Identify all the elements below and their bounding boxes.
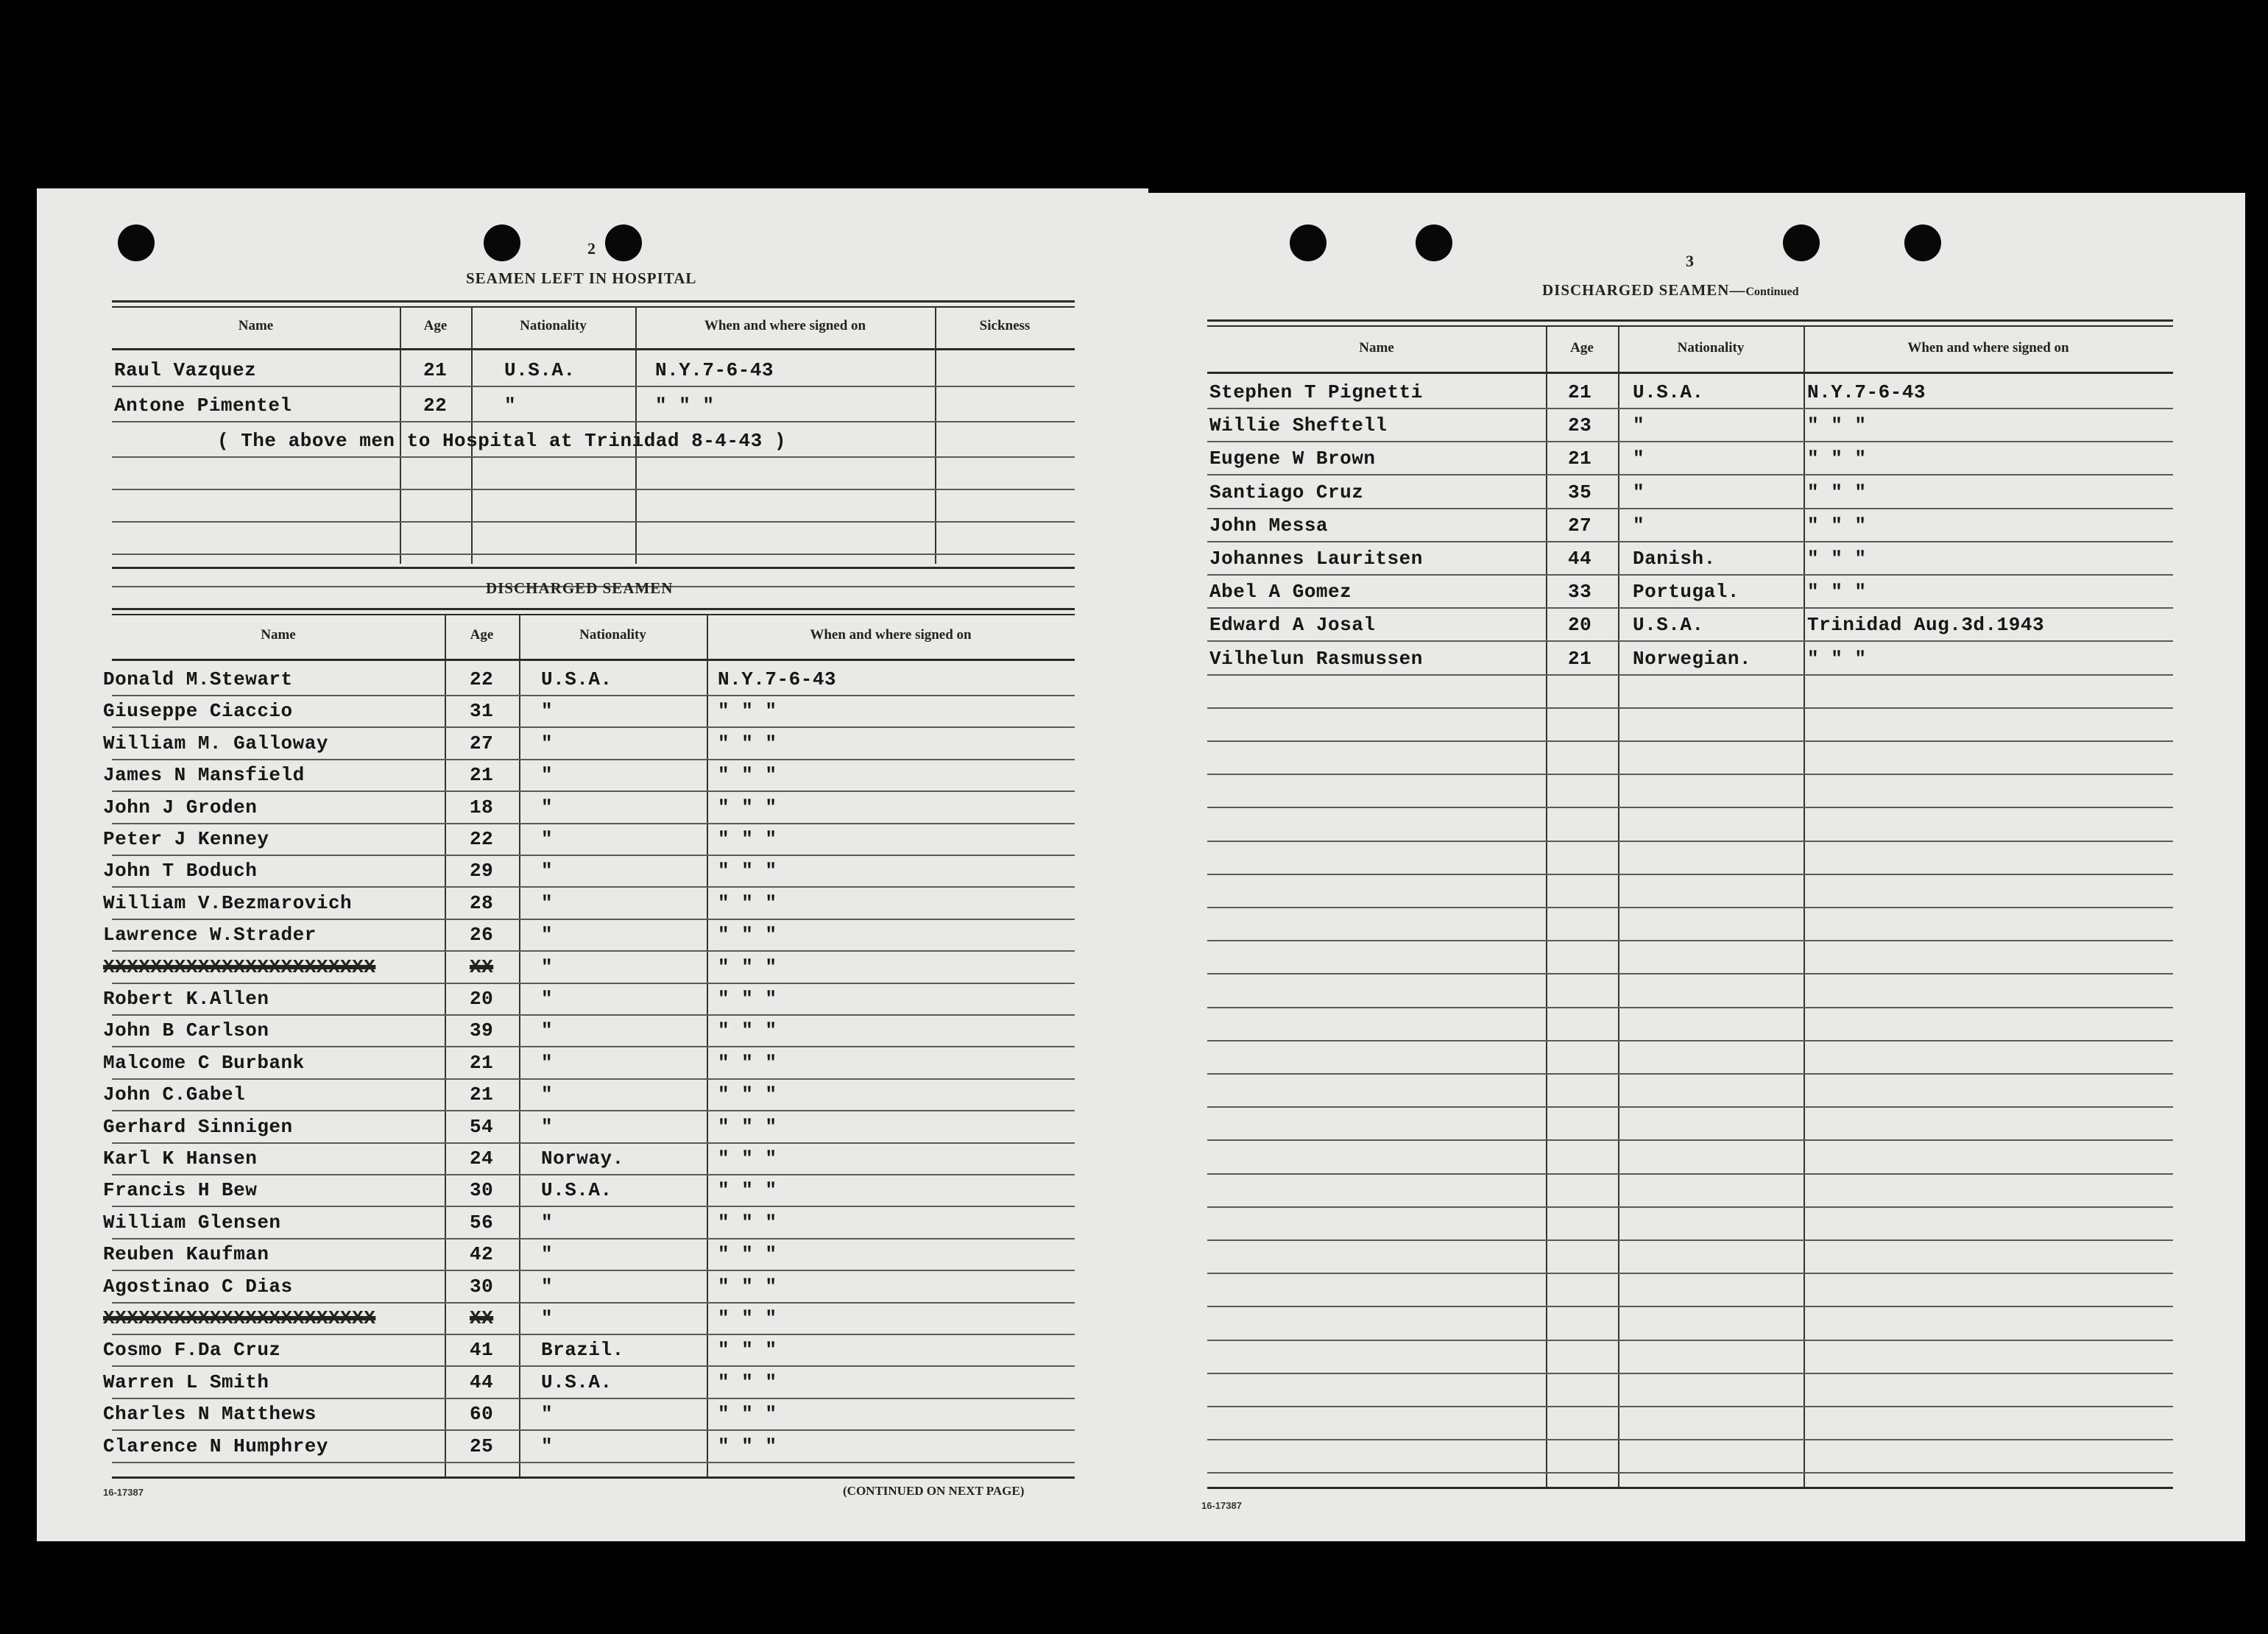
seaman-age: 30: [470, 1179, 494, 1202]
seaman-age: 21: [470, 1083, 494, 1106]
row-rule: [112, 1142, 1075, 1144]
row-rule: [112, 855, 1075, 856]
seaman-nationality: ": [504, 395, 517, 417]
row-rule: [1207, 807, 2173, 808]
seaman-name: Agostinao C Dias: [103, 1275, 293, 1298]
row-rule: [112, 1206, 1075, 1207]
seaman-name: Warren L Smith: [103, 1370, 269, 1393]
seaman-age: 21: [1568, 647, 1592, 670]
seaman-nationality: ": [1633, 514, 1645, 537]
seaman-age: 20: [1568, 614, 1592, 637]
table-top-rule: [112, 608, 1075, 610]
table-bottom-rule: [112, 567, 1075, 569]
row-rule: [112, 791, 1075, 792]
row-rule: [1207, 874, 2173, 875]
signed-on: " " ": [718, 955, 777, 978]
seaman-nationality: ": [541, 1019, 554, 1042]
seaman-nationality: ": [541, 860, 554, 883]
column-divider: [1618, 325, 1619, 1487]
seaman-age: 21: [470, 1051, 494, 1074]
seaman-nationality: ": [541, 924, 554, 947]
signed-on: N.Y.7-6-43: [718, 668, 837, 690]
signed-on: " " ": [718, 860, 777, 883]
header-rule: [1207, 372, 2173, 374]
column-divider: [1546, 325, 1547, 1487]
column-header: When and where signed on: [810, 627, 972, 643]
column-header: When and where signed on: [1907, 340, 2069, 356]
row-rule: [1207, 973, 2173, 975]
signed-on: " " ": [1807, 548, 1867, 570]
row-rule: [112, 521, 1075, 523]
section-title-discharged: DISCHARGED SEAMEN: [486, 579, 674, 597]
row-rule: [1207, 841, 2173, 842]
row-rule: [1207, 1139, 2173, 1141]
row-rule: [1207, 1439, 2173, 1440]
seaman-name: Donald M.Stewart: [103, 668, 293, 690]
signed-on: " " ": [718, 1275, 777, 1298]
signed-on: " " ": [718, 1403, 777, 1426]
seaman-nationality: Brazil.: [541, 1339, 624, 1362]
seaman-name: Clarence N Humphrey: [103, 1435, 328, 1457]
seaman-age: 18: [470, 796, 494, 818]
seaman-age: 26: [470, 924, 494, 947]
seaman-name: Giuseppe Ciaccio: [103, 700, 293, 723]
row-rule: [112, 386, 1075, 387]
seaman-nationality: ": [541, 700, 554, 723]
signed-on: " " ": [718, 1307, 777, 1329]
seaman-name: Stephen T Pignetti: [1209, 381, 1423, 403]
signed-on: " " ": [718, 924, 777, 947]
punch-hole: [1904, 224, 1941, 261]
seaman-name: John C.Gabel: [103, 1083, 246, 1106]
column-divider: [935, 306, 936, 564]
row-rule: [112, 919, 1075, 920]
punch-hole: [1416, 224, 1452, 261]
row-rule: [1207, 474, 2173, 475]
seaman-nationality: U.S.A.: [541, 1370, 612, 1393]
seaman-age: 22: [470, 828, 494, 850]
seaman-name: John Messa: [1209, 514, 1329, 537]
column-divider: [707, 614, 708, 1476]
signed-on: N.Y.7-6-43: [655, 359, 774, 381]
column-header: Sickness: [979, 318, 1031, 333]
form-number: 16-17387: [1201, 1500, 1242, 1511]
row-rule: [1207, 1106, 2173, 1108]
column-header: Nationality: [1677, 340, 1745, 356]
table-top-rule: [112, 306, 1075, 308]
hospital-note: ( The above men to Hospital at Trinidad 8-4-43 ): [217, 430, 786, 452]
row-rule: [1207, 574, 2173, 576]
column-header: Nationality: [579, 627, 646, 643]
table-top-rule: [1207, 319, 2173, 322]
column-divider: [1804, 325, 1805, 1487]
seaman-nationality: U.S.A.: [504, 359, 576, 381]
row-rule: [1207, 1340, 2173, 1341]
seaman-nationality: ": [541, 796, 554, 818]
seaman-age: 56: [470, 1211, 494, 1234]
row-rule: [1207, 1472, 2173, 1474]
seaman-age: XX: [470, 955, 494, 978]
row-rule: [1207, 940, 2173, 941]
row-rule: [112, 456, 1075, 458]
signed-on: N.Y.7-6-43: [1807, 381, 1926, 403]
seaman-age: 21: [1568, 448, 1592, 470]
seaman-name: William M. Galloway: [103, 732, 328, 754]
seaman-name: Edward A Josal: [1209, 614, 1376, 637]
seaman-name: John B Carlson: [103, 1019, 269, 1042]
punch-hole: [484, 224, 520, 261]
title-dash: —: [1729, 281, 1746, 299]
row-rule: [1207, 1007, 2173, 1008]
signed-on: " " ": [718, 1370, 777, 1393]
seaman-age: 35: [1568, 481, 1592, 503]
seaman-nationality: ": [541, 955, 554, 978]
title-suffix: Continued: [1745, 286, 1799, 298]
column-header: Nationality: [520, 318, 587, 333]
seaman-name: Francis H Bew: [103, 1179, 258, 1202]
continued-note: (CONTINUED ON NEXT PAGE): [843, 1484, 1025, 1498]
seaman-name: Malcome C Burbank: [103, 1051, 305, 1074]
row-rule: [1207, 408, 2173, 409]
signed-on: " " ": [718, 764, 777, 787]
seaman-age: 41: [470, 1339, 494, 1362]
seaman-nationality: Danish.: [1633, 548, 1716, 570]
seaman-age: 42: [470, 1243, 494, 1266]
row-rule: [112, 1365, 1075, 1367]
row-rule: [112, 553, 1075, 555]
seaman-age: 20: [470, 988, 494, 1010]
column-header: Name: [238, 318, 274, 333]
punch-hole: [605, 224, 642, 261]
seaman-nationality: ": [1633, 448, 1645, 470]
seaman-nationality: ": [541, 1275, 554, 1298]
seaman-nationality: U.S.A.: [541, 1179, 612, 1202]
signed-on: " " ": [718, 1115, 777, 1138]
seaman-nationality: ": [541, 1211, 554, 1234]
row-rule: [112, 823, 1075, 824]
seaman-age: 60: [470, 1403, 494, 1426]
seaman-name: Abel A Gomez: [1209, 581, 1352, 604]
seaman-nationality: ": [541, 1403, 554, 1426]
seaman-nationality: ": [541, 1083, 554, 1106]
seaman-age: 21: [423, 359, 448, 381]
signed-on: " " ": [718, 796, 777, 818]
signed-on: " " ": [718, 1211, 777, 1234]
header-rule: [112, 348, 1075, 350]
table-top-rule: [112, 300, 1075, 303]
row-rule: [1207, 1073, 2173, 1075]
row-rule: [1207, 1206, 2173, 1208]
seaman-nationality: U.S.A.: [1633, 381, 1704, 403]
column-header: Name: [261, 627, 296, 643]
row-rule: [1207, 1306, 2173, 1307]
row-rule: [112, 1110, 1075, 1111]
row-rule: [1207, 1040, 2173, 1041]
seaman-nationality: ": [541, 732, 554, 754]
signed-on: " " ": [718, 1083, 777, 1106]
row-rule: [112, 489, 1075, 490]
row-rule: [1207, 640, 2173, 642]
row-rule: [112, 421, 1075, 422]
row-rule: [1207, 508, 2173, 509]
seaman-age: 22: [423, 395, 448, 417]
seaman-age: 21: [1568, 381, 1592, 403]
seaman-nationality: ": [541, 1243, 554, 1266]
seaman-age: 44: [1568, 548, 1592, 570]
row-rule: [1207, 441, 2173, 442]
row-rule: [112, 1238, 1075, 1239]
seaman-name: Willie Sheftell: [1209, 414, 1388, 437]
seaman-nationality: ": [541, 1115, 554, 1138]
seaman-name: John J Groden: [103, 796, 258, 818]
seaman-age: 21: [470, 764, 494, 787]
seaman-nationality: ": [1633, 414, 1645, 437]
row-rule: [1207, 1239, 2173, 1241]
seaman-name: Cosmo F.Da Cruz: [103, 1339, 281, 1362]
seaman-name: Peter J Kenney: [103, 828, 269, 850]
seaman-name: Eugene W Brown: [1209, 448, 1376, 470]
row-rule: [112, 1078, 1075, 1080]
signed-on: " " ": [1807, 647, 1867, 670]
signed-on: " " ": [718, 828, 777, 850]
row-rule: [112, 1429, 1075, 1431]
seaman-name: Karl K Hansen: [103, 1147, 258, 1170]
signed-on: " " ": [655, 395, 715, 417]
seaman-nationality: Norwegian.: [1633, 647, 1752, 670]
seaman-age: 54: [470, 1115, 494, 1138]
seaman-age: 31: [470, 700, 494, 723]
row-rule: [112, 695, 1075, 696]
title-text: DISCHARGED SEAMEN: [1542, 281, 1730, 299]
seaman-nationality: ": [541, 764, 554, 787]
seaman-nationality: U.S.A.: [541, 668, 612, 690]
signed-on: " " ": [718, 1179, 777, 1202]
seaman-name: Reuben Kaufman: [103, 1243, 269, 1266]
row-rule: [112, 759, 1075, 760]
seaman-name: XXXXXXXXXXXXXXXXXXXXXXX: [103, 955, 376, 978]
row-rule: [1207, 607, 2173, 609]
seaman-age: 27: [470, 732, 494, 754]
seaman-name: William V.Bezmarovich: [103, 891, 353, 914]
seaman-name: Charles N Matthews: [103, 1403, 317, 1426]
seaman-age: XX: [470, 1307, 494, 1329]
table-bottom-rule: [112, 1476, 1075, 1479]
page-number: 3: [1686, 252, 1694, 270]
seaman-nationality: ": [541, 1435, 554, 1457]
column-header: Age: [1570, 340, 1594, 356]
signed-on: " " ": [1807, 581, 1867, 604]
row-rule: [1207, 1173, 2173, 1175]
seaman-name: Antone Pimentel: [114, 395, 292, 417]
signed-on: Trinidad Aug.3d.1943: [1807, 614, 2045, 637]
row-rule: [112, 1270, 1075, 1271]
seaman-name: Lawrence W.Strader: [103, 924, 317, 947]
seaman-age: 27: [1568, 514, 1592, 537]
seaman-age: 23: [1568, 414, 1592, 437]
seaman-nationality: ": [541, 1307, 554, 1329]
seaman-age: 29: [470, 860, 494, 883]
column-header: Age: [470, 627, 494, 643]
signed-on: " " ": [718, 1435, 777, 1457]
row-rule: [1207, 1273, 2173, 1274]
seaman-name: Robert K.Allen: [103, 988, 269, 1010]
punch-hole: [118, 224, 155, 261]
signed-on: " " ": [718, 1339, 777, 1362]
seaman-age: 22: [470, 668, 494, 690]
section-title-hospital: SEAMEN LEFT IN HOSPITAL: [466, 269, 697, 287]
seaman-nationality: U.S.A.: [1633, 614, 1704, 637]
row-rule: [1207, 674, 2173, 676]
row-rule: [112, 1174, 1075, 1175]
row-rule: [112, 950, 1075, 952]
seaman-name: Johannes Lauritsen: [1209, 548, 1423, 570]
seaman-age: 30: [470, 1275, 494, 1298]
signed-on: " " ": [718, 1243, 777, 1266]
signed-on: " " ": [718, 1051, 777, 1074]
signed-on: " " ": [1807, 448, 1867, 470]
seaman-nationality: Portugal.: [1633, 581, 1739, 604]
signed-on: " " ": [718, 700, 777, 723]
page-number: 2: [587, 239, 596, 258]
row-rule: [112, 1334, 1075, 1335]
row-rule: [1207, 1406, 2173, 1407]
seaman-nationality: ": [541, 828, 554, 850]
seaman-age: 25: [470, 1435, 494, 1457]
row-rule: [1207, 774, 2173, 775]
column-header: Name: [1359, 340, 1394, 356]
row-rule: [1207, 707, 2173, 709]
column-divider: [519, 614, 520, 1476]
seaman-age: 28: [470, 891, 494, 914]
seaman-name: John T Boduch: [103, 860, 258, 883]
row-rule: [112, 1302, 1075, 1304]
form-number: 16-17387: [103, 1487, 144, 1498]
table-bottom-rule: [1207, 1487, 2173, 1489]
signed-on: " " ": [718, 1019, 777, 1042]
signed-on: " " ": [718, 1147, 777, 1170]
row-rule: [112, 1398, 1075, 1399]
signed-on: " " ": [718, 891, 777, 914]
signed-on: " " ": [1807, 514, 1867, 537]
row-rule: [1207, 740, 2173, 742]
row-rule: [112, 983, 1075, 984]
row-rule: [112, 1046, 1075, 1047]
table-top-rule: [1207, 325, 2173, 327]
seaman-name: William Glensen: [103, 1211, 281, 1234]
punch-hole: [1290, 224, 1326, 261]
column-header: When and where signed on: [704, 318, 866, 333]
seaman-age: 44: [470, 1370, 494, 1393]
column-divider: [445, 614, 446, 1476]
row-rule: [112, 886, 1075, 888]
signed-on: " " ": [1807, 414, 1867, 437]
signed-on: " " ": [1807, 481, 1867, 503]
seaman-nationality: ": [541, 891, 554, 914]
row-rule: [112, 726, 1075, 728]
seaman-age: 33: [1568, 581, 1592, 604]
seaman-name: XXXXXXXXXXXXXXXXXXXXXXX: [103, 1307, 376, 1329]
header-rule: [112, 659, 1075, 661]
row-rule: [1207, 907, 2173, 908]
seaman-nationality: ": [541, 988, 554, 1010]
seaman-name: Vilhelun Rasmussen: [1209, 647, 1423, 670]
table-top-rule: [112, 614, 1075, 615]
signed-on: " " ": [718, 732, 777, 754]
row-rule: [112, 1462, 1075, 1463]
punch-hole: [1783, 224, 1820, 261]
seaman-nationality: ": [541, 1051, 554, 1074]
column-header: Age: [423, 318, 448, 333]
seaman-name: Santiago Cruz: [1209, 481, 1364, 503]
row-rule: [1207, 1373, 2173, 1374]
signed-on: " " ": [718, 988, 777, 1010]
seaman-name: Raul Vazquez: [114, 359, 257, 381]
seaman-age: 39: [470, 1019, 494, 1042]
row-rule: [112, 1014, 1075, 1016]
section-title-continued: [1542, 281, 1798, 300]
seaman-name: James N Mansfield: [103, 764, 305, 787]
seaman-nationality: Norway.: [541, 1147, 624, 1170]
seaman-nationality: ": [1633, 481, 1645, 503]
seaman-name: Gerhard Sinnigen: [103, 1115, 293, 1138]
seaman-age: 24: [470, 1147, 494, 1170]
row-rule: [1207, 541, 2173, 542]
